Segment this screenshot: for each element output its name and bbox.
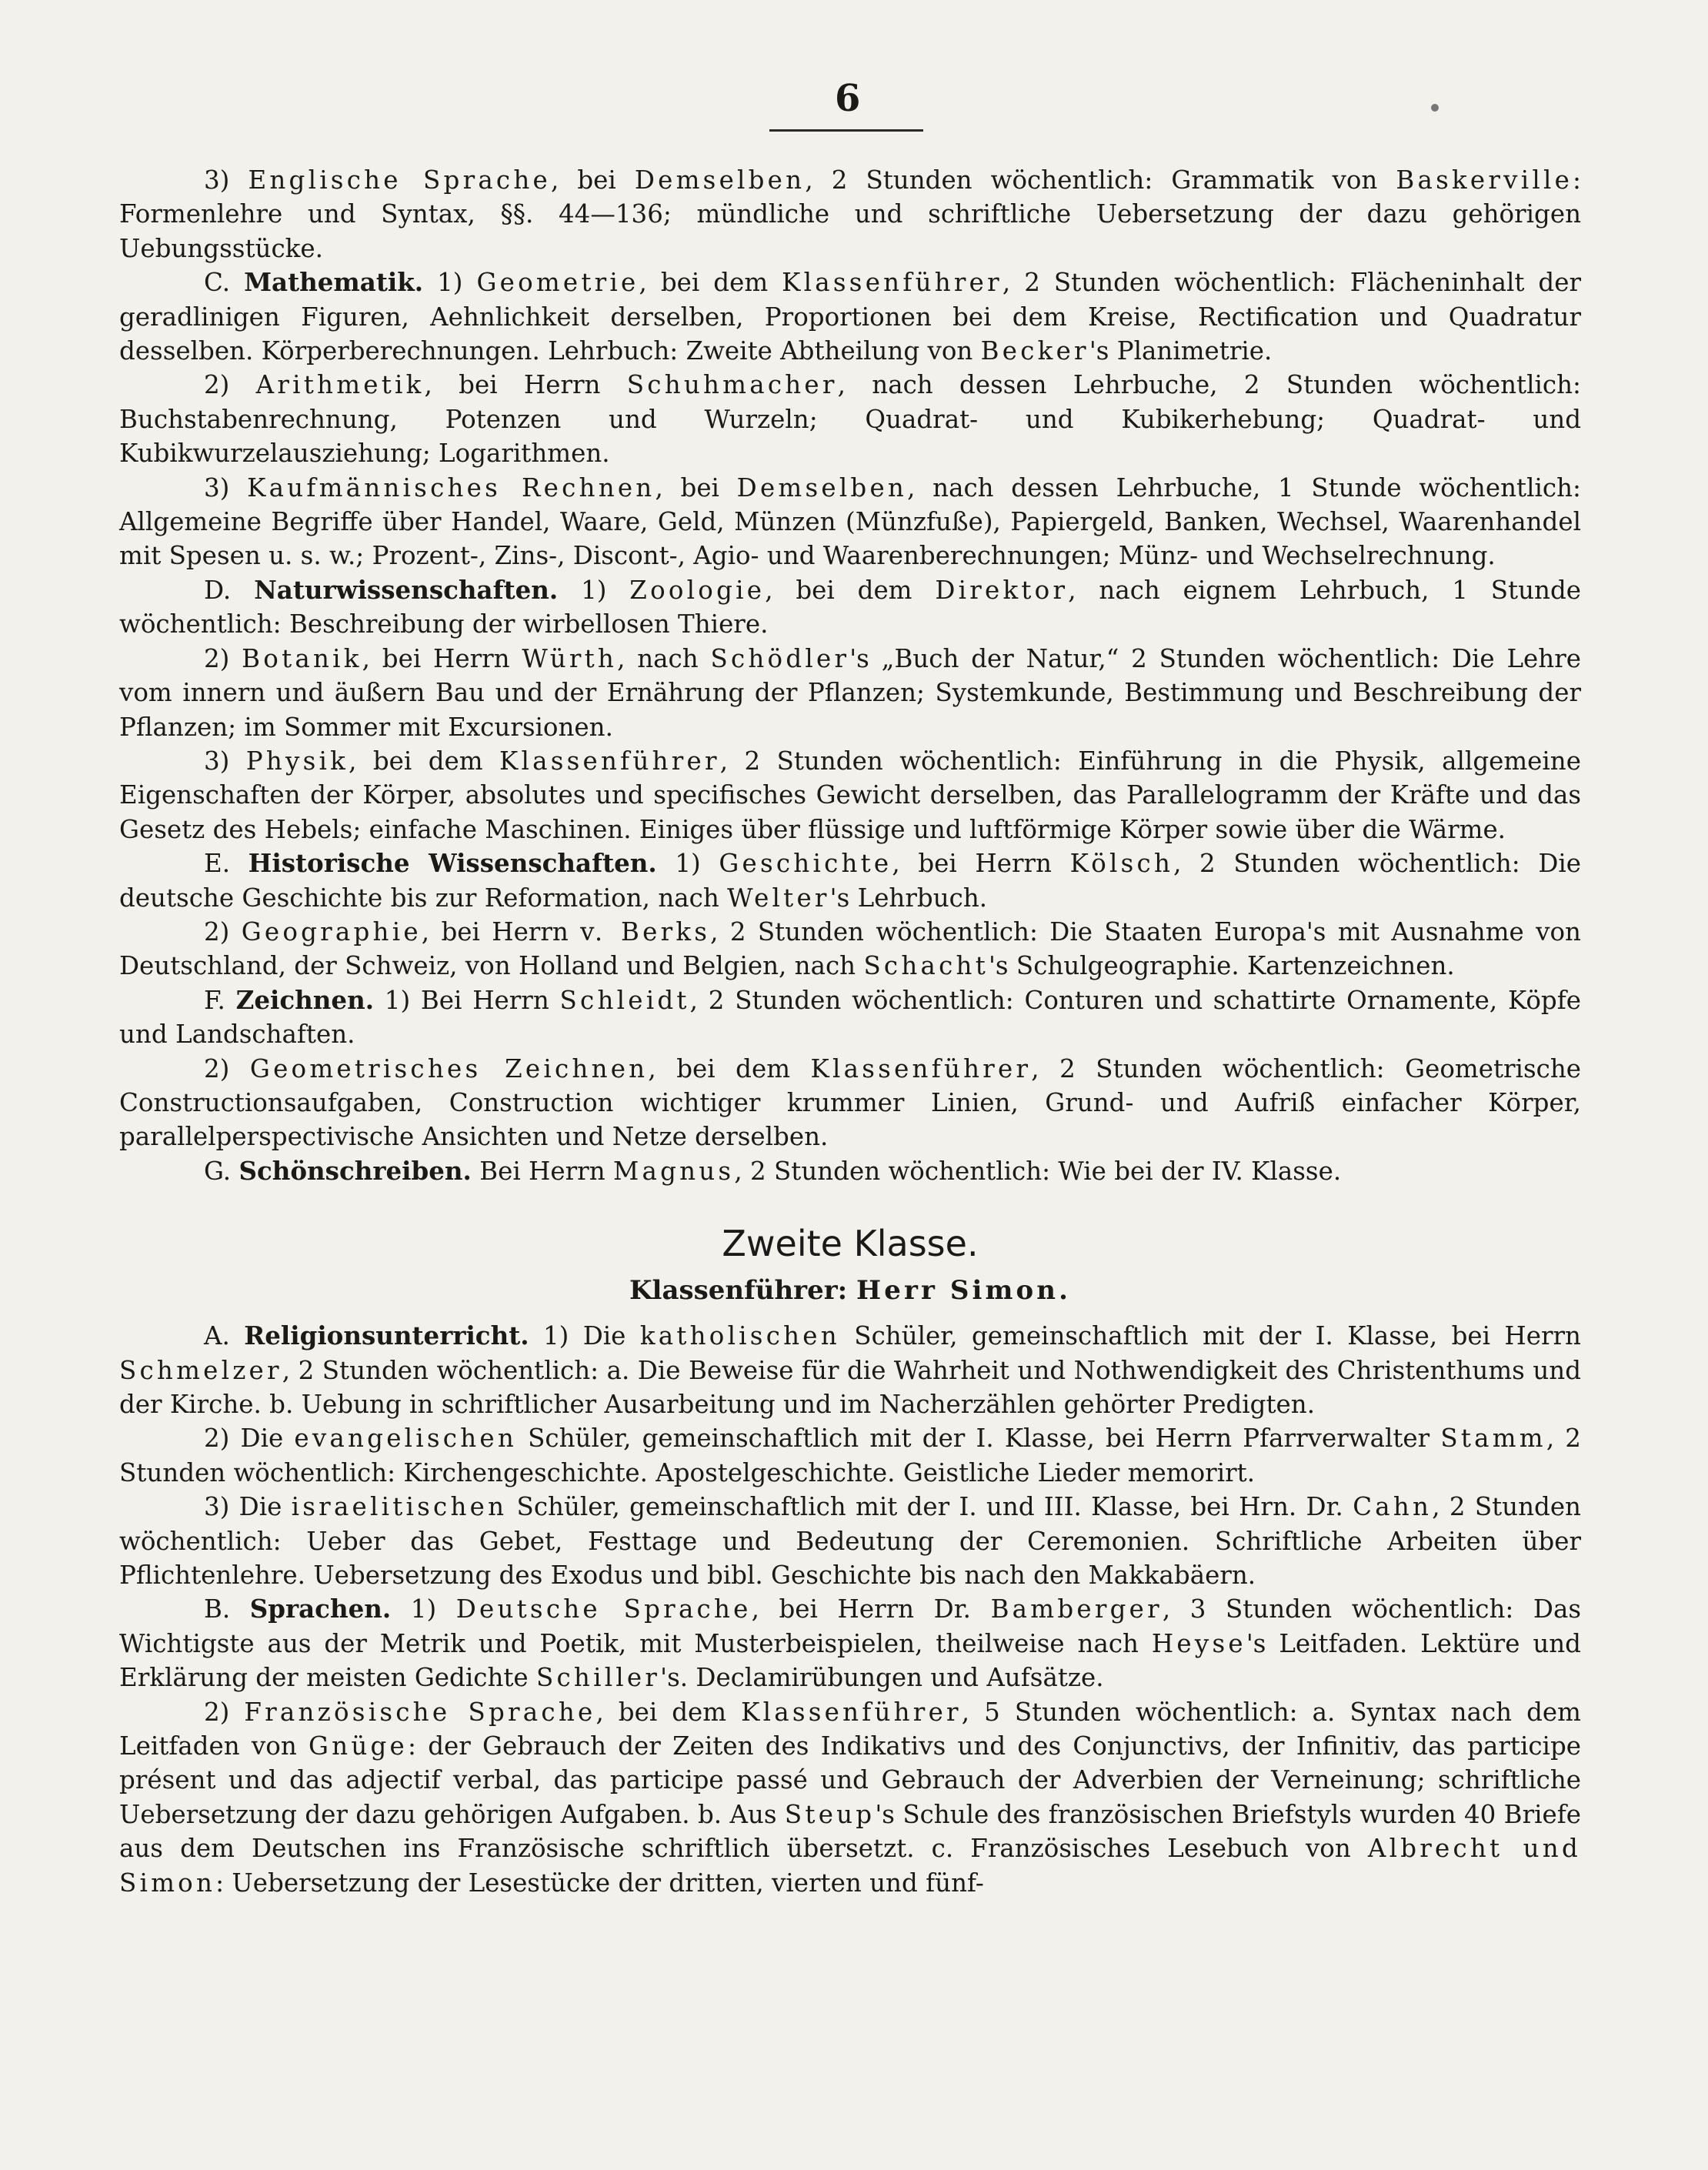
section-heading-zeichnen: Zeichnen. [235,984,375,1015]
page-number-rule [769,129,923,132]
class-heading: Zweite Klasse. [722,1223,979,1265]
paragraph-calligraphy: G. Schönschreiben. Bei Herrn Magnus, 2 Stunden wöchentlich: Wie bei der IV. Klasse. [204,1155,1342,1186]
paragraph-mathematics-geometry: C. Mathematik. 1) Geometrie, bei dem Klassenführer, 2 Stunden wöchentlich: Flächeninhalt der geradlinigen Figuren, Aehnlichkeit derselben, Proportionen bei dem Kreise, Rectification und Quadratur desselben. Körperberechnungen. Lehrbuch: Zweite Abtheilung von Becker's Planimetrie. [119,267,1581,366]
paragraph-arithmetic: 2) Arithmetik, bei Herrn Schuhmacher, nach dessen Lehrbuche, 2 Stunden wöchentlich: Buchstabenrechnung, Potenzen und Wurzeln; Quadrat- und Kubikerhebung; Quadrat- und Kubikwurzelausziehung; Logarithmen. [119,370,1581,469]
ink-speck [1431,104,1439,112]
paragraph-physics: 3) Physik, bei dem Klassenführer, 2 Stunden wöchentlich: Einführung in die Physik, allgemeine Eigenschaften der Körper, absolutes und specifisches Gewicht derselben, das Parallelogramm der Kräfte und das Gesetz des Hebels; einfache Maschinen. Einiges über flüssige und luftförmige Körper sowie über die Wärme. [119,746,1581,844]
paragraph-drawing: F. Zeichnen. 1) Bei Herrn Schleidt, 2 Stunden wöchentlich: Conturen und schattirte Ornamente, Köpfe und Landschaften. [119,984,1581,1050]
section-heading-sprachen: Sprachen. [249,1594,392,1624]
paragraph-historical-sciences: E. Historische Wissenschaften. 1) Geschichte, bei Herrn Kölsch, 2 Stunden wöchentlich: Die deutsche Geschichte bis zur Reformation, nach Welter's Lehrbuch. [119,848,1582,913]
paragraph-geometric-drawing: 2) Geometrisches Zeichnen, bei dem Klassenführer, 2 Stunden wöchentlich: Geometrische Constructionsaufgaben, Construction wichtiger krummer Linien, Grund- und Aufriß einfacher Körper, parallelperspectivische Ansichten und Netze derselben. [119,1053,1581,1152]
section-heading-historische-wissenschaften: Historische Wissenschaften. [248,848,657,879]
paragraph-english-language: 3) Englische Sprache, bei Demselben, 2 Stunden wöchentlich: Grammatik von Baskerville: Formenlehre und Syntax, §§. 44—136; mündliche und schriftliche Uebersetzung der dazu gehörigen Uebungsstücke. [119,165,1581,263]
paragraph-religion-evangelical: 2) Die evangelischen Schüler, gemeinschaftlich mit der I. Klasse, bei Herrn Pfarrverwalter Stamm, 2 Stunden wöchentlich: Kirchengeschichte. Apostelgeschichte. Geistliche Lieder memorirt. [119,1424,1581,1487]
section-heading-naturwissenschaften: Naturwissenschaften. [254,574,559,605]
paragraph-religion-israelite: 3) Die israelitischen Schüler, gemeinschaftlich mit der I. und III. Klasse, bei Hrn. Dr. Cahn, 2 Stunden wöchentlich: Ueber das Gebet, Festtage und Bedeutung der Ceremonien. Schriftliche Arbeiten über Pflichtenlehre. Uebersetzung des Exodus und bibl. Geschichte bis nach den Makkabäern. [119,1492,1581,1591]
paragraph-languages-german: B. Sprachen. 1) Deutsche Sprache, bei Herrn Dr. Bamberger, 3 Stunden wöchentlich: Das Wichtigste aus der Metrik und Poetik, mit Musterbeispielen, theilweise nach Heyse's Leitfaden. Lektüre und Erklärung der meisten Gedichte Schiller's. Declamirübungen und Aufsätze. [119,1594,1582,1693]
paragraph-botany: 2) Botanik, bei Herrn Würth, nach Schödler's „Buch der Natur,“ 2 Stunden wöchentlich: Die Lehre vom innern und äußern Bau und der Ernährung der Pflanzen; Systemkunde, Bestimmung und Beschreibung der Pflanzen; im Sommer mit Excursionen. [119,643,1581,742]
page-number: 6 [835,77,861,120]
class-teacher-line: Klassenführer: Herr Simon. [629,1275,1072,1307]
paragraph-geography: 2) Geographie, bei Herrn v. Berks, 2 Stunden wöchentlich: Die Staaten Europa's mit Ausnahme von Deutschland, der Schweiz, von Holland und Belgien, nach Schacht's Schulgeographie. Kartenzeichnen. [119,916,1581,981]
section-heading-mathematik: Mathematik. [244,267,424,298]
section-heading-religionsunterricht: Religionsunterricht. [244,1320,529,1351]
section-heading-schoenschreiben: Schönschreiben. [239,1155,472,1186]
text-body [119,163,1581,1900]
paragraph-languages-french: 2) Französische Sprache, bei dem Klassenführer, 5 Stunden wöchentlich: a. Syntax nach dem Leitfaden von Gnüge: der Gebrauch der Zeiten des Indikativs und des Conjunctivs, der Infinitiv, das participe présent und das adjectif verbal, das participe passé und Gebrauch der Adverbien der Verneinung; schriftliche Uebersetzung der dazu gehörigen Aufgaben. b. Aus Steup's Schule des französischen Briefstyls wurden 40 Briefe aus dem Deutschen ins Französische schriftlich übersetzt. c. Französisches Lesebuch von Albrecht und Simon: Uebersetzung der Lesestücke der dritten, vierten und fünf- [119,1697,1581,1898]
paragraph-natural-sciences-zoology: D. Naturwissenschaften. 1) Zoologie, bei dem Direktor, nach eignem Lehrbuch, 1 Stunde wöchentlich: Beschreibung der wirbellosen Thiere. [119,574,1581,639]
paragraph-religion-catholic: A. Religionsunterricht. 1) Die katholischen Schüler, gemeinschaftlich mit der I. Klasse, bei Herrn Schmelzer, 2 Stunden wöchentlich: a. Die Beweise für die Wahrheit und Nothwendigkeit des Christenthums und der Kirche. b. Uebung in schriftlicher Ausarbeitung und im Nacherzählen gehörter Predigten. [119,1320,1581,1419]
paragraph-commercial-arithmetic: 3) Kaufmännisches Rechnen, bei Demselben, nach dessen Lehrbuche, 1 Stunde wöchentlich: Allgemeine Begriffe über Handel, Waare, Geld, Münzen (Münzfuße), Papiergeld, Banken, Wechsel, Waarenhandel mit Spesen u. s. w.; Prozent-, Zins-, Discont-, Agio- und Waarenberechnungen; Münz- und Wechselrechnung. [119,472,1581,571]
